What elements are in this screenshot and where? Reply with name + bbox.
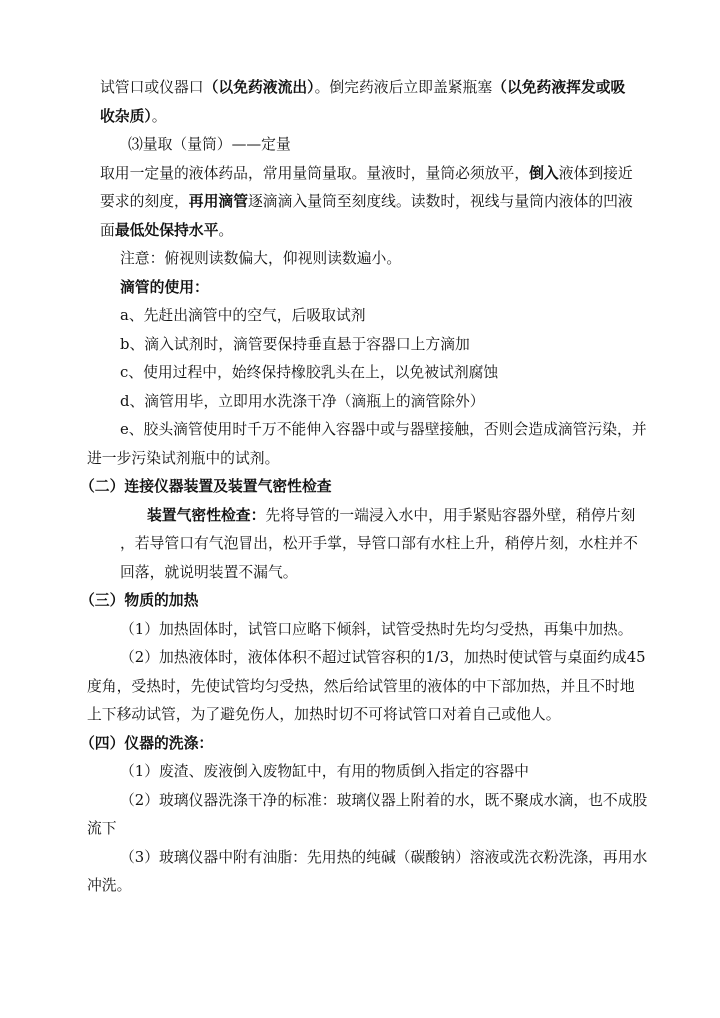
text-segment: 试管口或仪器口 — [100, 79, 204, 96]
pouring-line-2 — [0, 103, 720, 132]
section-2-line-3: 回落，就说明装置不漏气。 — [120, 563, 298, 581]
airtightness-label: 装置气密性检查： — [147, 506, 266, 524]
dropper-heading: 滴管的使用： — [120, 278, 209, 296]
bold-segment: 最低处保持水平 — [114, 221, 219, 239]
dropper-item-b: b、滴入试剂时，滴管要保持垂直悬于容器口上方滴加 — [120, 335, 470, 353]
section-2-line-1 — [0, 502, 720, 531]
text-segment: 逐滴滴入量筒至刻度线。读数时，视线与量筒内液体的凹液 — [248, 193, 633, 210]
text-segment: 液体到接近 — [558, 164, 633, 182]
bold-segment: 再用滴管 — [188, 193, 248, 210]
text-segment: 。 — [151, 107, 167, 125]
section-2-heading: （二）连接仪器装置及装置气密性检查 — [80, 478, 332, 495]
measuring-heading: ⑶量取（量筒）——定量 — [128, 136, 291, 153]
pouring-line-1 — [0, 74, 720, 103]
section-4-line-3: 流下 — [87, 820, 117, 837]
section-4-line-1: （1）废渣、废液倒入废物缸中，有用的物质倒入指定的容器中 — [120, 763, 529, 780]
dropper-item-a: a、先赶出滴管中的空气，后吸取试剂 — [120, 307, 366, 324]
section-4-line-5: 冲洗。 — [87, 877, 132, 894]
document-page — [0, 74, 720, 901]
measuring-line-1 — [0, 160, 720, 189]
section-4-line-4: （3）玻璃仪器中附有油脂：先用热的纯碱（碳酸钠）溶液或洗衣粉洗涤，再用水 — [120, 848, 648, 866]
bold-segment: （以免药液挥发或吸 — [492, 79, 626, 96]
text-segment: 先将导管的一端浸入水中，用手紧贴容器外壁，稍停片刻 — [265, 506, 636, 524]
text-segment: 。倒完药液后立即盖紧瓶塞 — [314, 79, 493, 96]
dropper-item-e-continued: 进一步污染试剂瓶中的试剂。 — [87, 449, 280, 467]
section-3-line-1: （1）加热固体时，试管口应略下倾斜，试管受热时先均匀受热，再集中加热。 — [120, 620, 633, 638]
text-segment: 面 — [100, 221, 115, 239]
section-3-heading: （三）物质的加热 — [80, 592, 199, 609]
section-4-heading: （四）仪器的洗涤： — [80, 734, 214, 752]
section-2-line-2: ，若导管口有气泡冒出，松开手掌，导管口部有水柱上升，稍停片刻，水柱并不 — [120, 535, 638, 552]
dropper-item-c: c、使用过程中，始终保持橡胶乳头在上，以免被试剂腐蚀 — [120, 364, 499, 381]
text-segment: 。 — [218, 221, 234, 239]
section-3-line-2: （2）加热液体时，液体体积不超过试管容积的1/3，加热时使试管与桌面约成45 — [120, 649, 646, 666]
measuring-note: 注意：俯视则读数偏大，仰视则读数遍小。 — [120, 250, 402, 267]
dropper-item-e: e、胶头滴管使用时千万不能伸入容器中或与器壁接触，否则会造成滴管污染，并 — [120, 421, 647, 438]
bold-segment: （以免药液流出） — [203, 79, 315, 96]
section-3-line-4: 上下移动试管，为了避免伤人，加热时切不可将试管口对着自己或他人。 — [87, 706, 561, 723]
text-segment: 取用一定量的液体药品，常用量筒量取。量液时，量筒必须放平， — [100, 164, 530, 182]
bold-segment: 收杂质） — [100, 107, 152, 125]
text-segment: 要求的刻度， — [100, 193, 189, 210]
section-4-line-2: （2）玻璃仪器洗涤干净的标准：玻璃仪器上附着的水，既不聚成水滴，也不成股 — [120, 791, 648, 809]
bold-segment: 倒入 — [529, 164, 559, 182]
section-3-line-3: 度角，受热时，先使试管均匀受热，然后给试管里的液体的中下部加热，并且不时地 — [87, 677, 635, 695]
dropper-item-d: d、滴管用毕，立即用水洗涤干净（滴瓶上的滴管除外） — [120, 392, 485, 410]
measuring-line-2 — [0, 188, 720, 217]
measuring-line-3 — [0, 217, 720, 246]
